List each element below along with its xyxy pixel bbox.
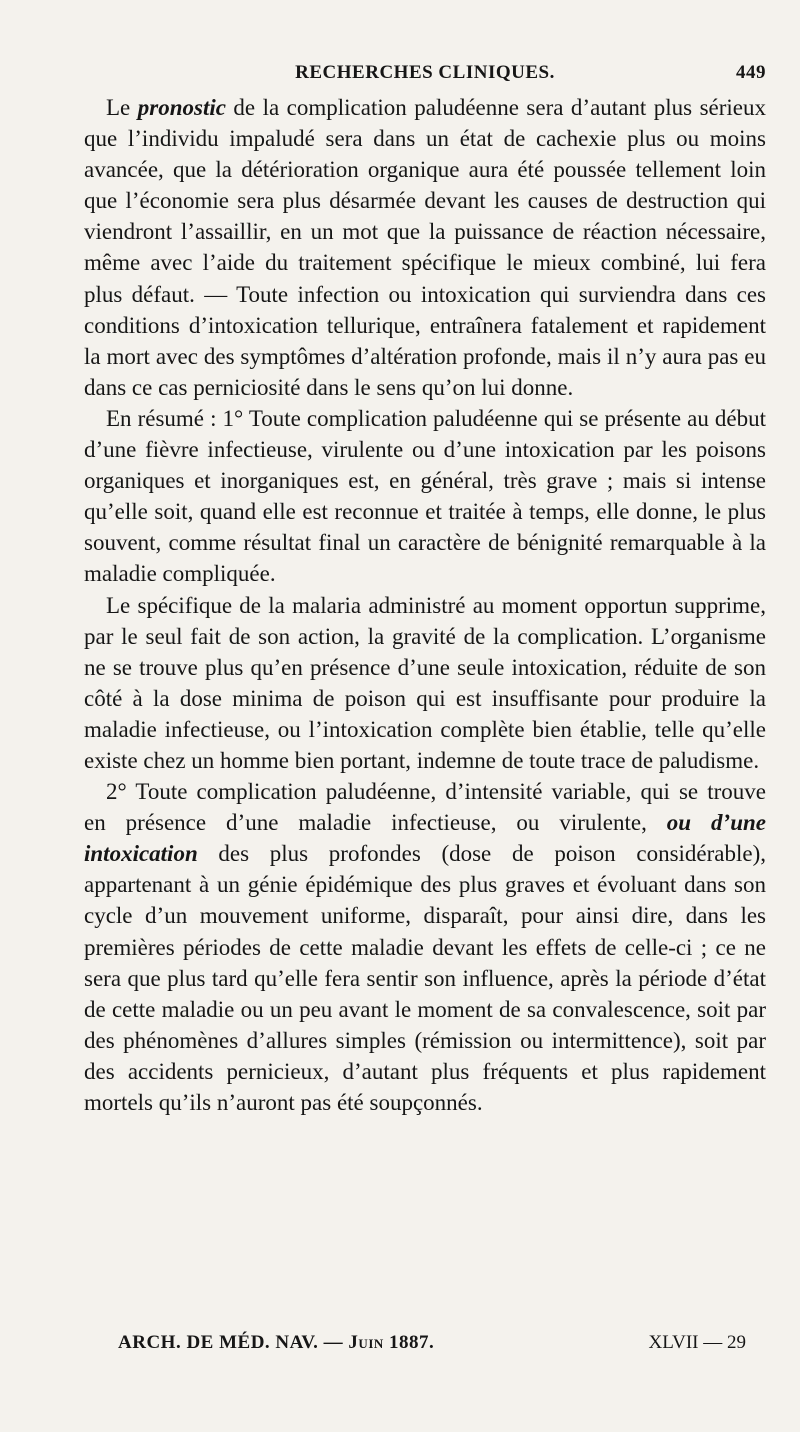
paragraph-text: des plus profondes (dose de poison considérable), appartenant à un génie épidémique des plus graves et évoluant dans son cycle d’un mouvement uniforme, disparaît, pour ainsi dire, dans les premières périodes de cette maladie devant les effets de celle-ci ; ce ne sera que plus tard qu’elle fera sentir son influence, après la période d’état de cette maladie ou un peu avant le moment de sa convalescence, soit par des phénomènes d’allures simples (rémission ou intermittence), soit par des accidents pernicieux, d’autant plus fréquents et plus rapidement mortels qu’ils n’auront pas été soupçonnés.	[84, 841, 766, 1115]
page-number: 449	[736, 62, 766, 83]
paragraph-prefix: Le	[106, 95, 138, 120]
journal-citation: ARCH. DE MÉD. NAV. — Juin 1887.	[118, 1332, 435, 1353]
paragraph-text: En résumé : 1° Toute complication paludéenne qui se présente au début d’une fièvre infectieuse, virulente ou d’une intoxication par les poisons organiques et inorganiques est, en général, très grave ; mais si intense qu’elle soit, quand elle est reconnue et traitée à temps, elle donne, le plus souvent, comme résultat final un caractère de bénignité remarquable à la maladie compliquée.	[84, 405, 766, 587]
signature-mark: XLVII — 29	[648, 1332, 746, 1353]
page-header	[84, 62, 766, 92]
emphasis: pronostic	[137, 95, 226, 120]
body-text	[84, 92, 766, 1118]
emphasis: ou d’une intoxication	[84, 810, 766, 867]
paragraph	[84, 403, 766, 590]
paragraph-text: de la complication paludéenne sera d’autant plus sérieux que l’individu impaludé sera dans un état de cachexie plus ou moins avancée, que la détérioration organique aura été poussée tellement loin que l’économie sera plus désarmée devant les causes de destruction qui viendront l’assaillir, en un mot que la puissance de réaction nécessaire, même avec l’aide du traitement spécifique le mieux combiné, lui fera plus défaut. — Toute infection ou intoxication qui surviendra dans ces conditions d’intoxication tellurique, entraînera fatalement et rapidement la mort avec des symptômes d’altération profonde, mais il n’y aura pas eu dans ce cas perniciosité dans le sens qu’on lui donne.	[84, 95, 767, 400]
paragraph	[84, 776, 766, 1118]
running-title: RECHERCHES CLINIQUES.	[295, 62, 555, 83]
paragraph	[84, 92, 766, 403]
paragraph-text: Le spécifique de la malaria administré au moment opportun supprime, par le seul fait de son action, la gravité de la complication. L’organisme ne se trouve plus qu’en présence d’une seule intoxication, réduite de son côté à la dose minima de poison qui est insuffisante pour produire la maladie infectieuse, ou l’intoxication complète bien établie, telle qu’elle existe chez un homme bien portant, indemne de toute trace de paludisme.	[84, 592, 766, 773]
paragraph	[84, 590, 766, 777]
paragraph-prefix: 2° Toute complication paludéenne, d’intensité variable, qui se trouve en présence d’une maladie infectieuse, ou virulente,	[84, 779, 766, 836]
